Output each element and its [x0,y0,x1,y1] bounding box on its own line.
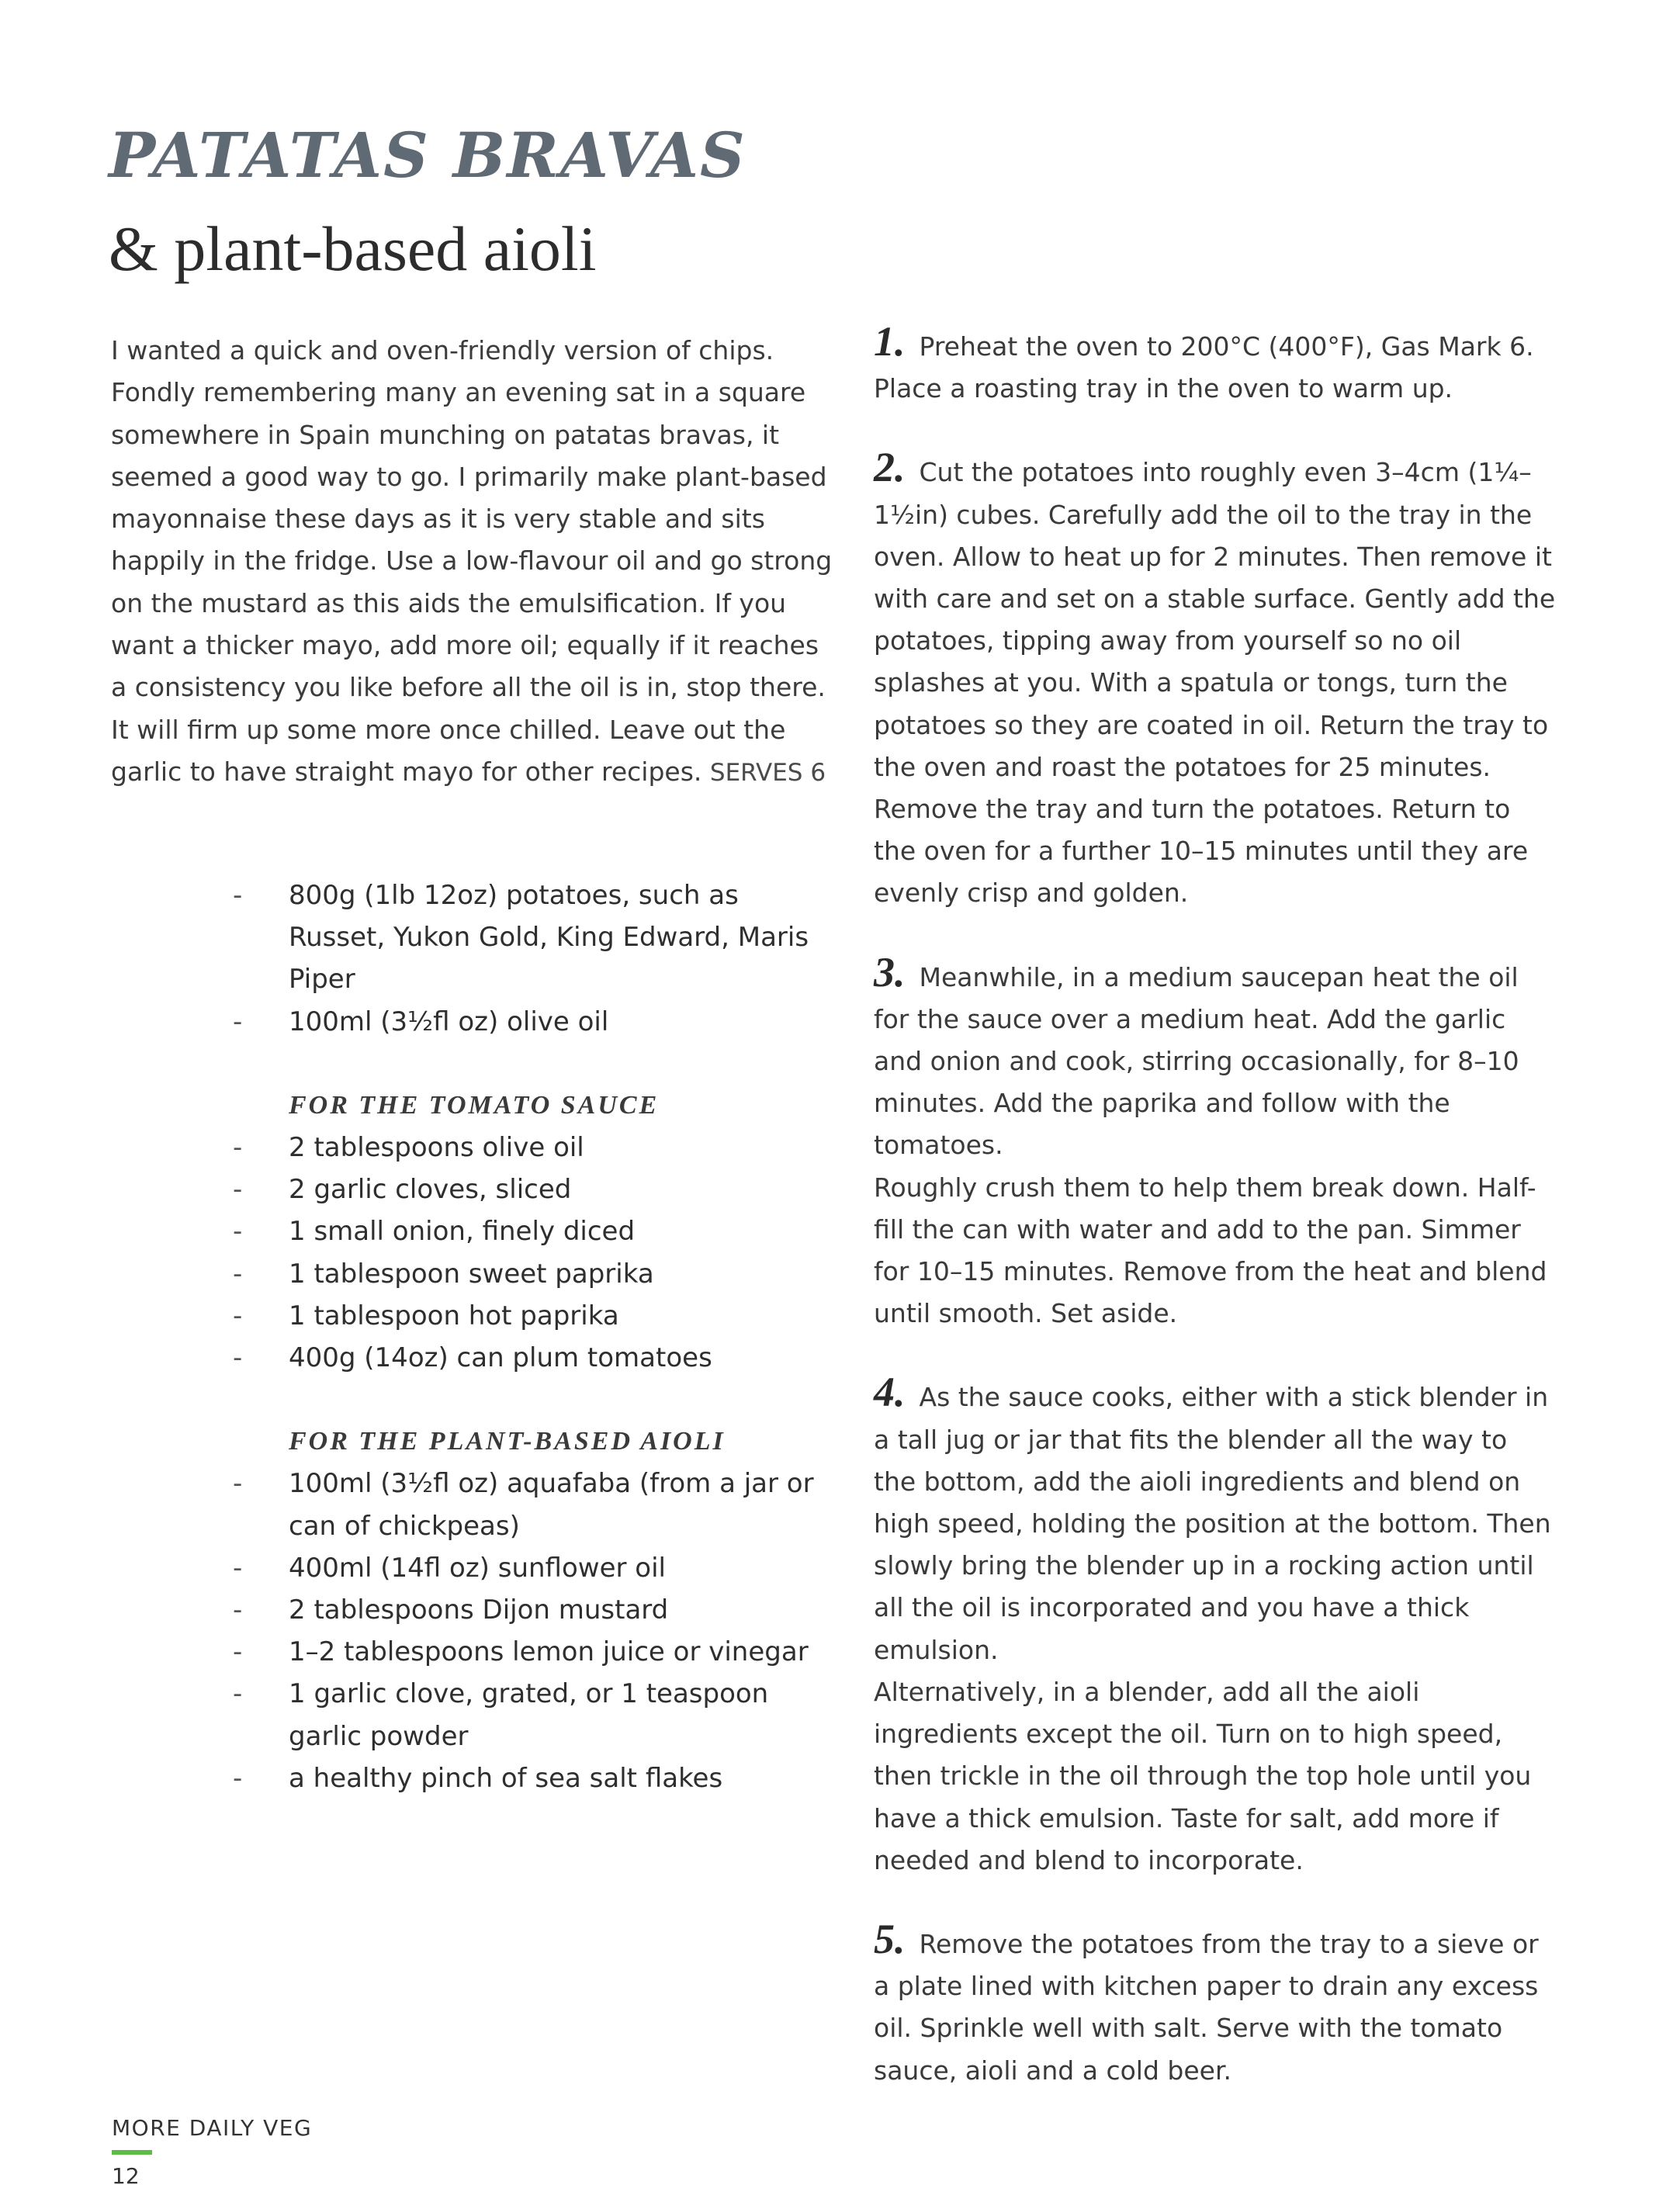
intro-text: I wanted a quick and oven-friendly version of chips. Fondly remembering many an evening sat in a square somewhere in Spain munching on patatas bravas, it seemed a good way to go. I primarily make plant-based mayonnaise these days as it is very stable and sits happily in the fridge. Use a low-flavour oil and go strong on the mustard as this aids the emulsification. If you want a thicker mayo, add more oil; equally if it reaches a consistency you like before all the oil is in, stop there. It will firm up some more once chilled. Leave out the garlic to have straight mayo for other recipes. [111,335,833,787]
serves-label: SERVES 6 [709,758,826,787]
book-title-footer: MORE DAILY VEG [112,2115,313,2141]
method-step [874,1915,1557,2092]
step-text: As the sauce cooks, either with a stick blender in a tall jug or jar that fits the blender all the way to the bottom, add the aioli ingredients and blend on high speed, holding the position at the bottom. Then slowly bring the blender up in a rocking action until all the oil is incorporated and you have a thick emulsion. [874,1382,1551,1665]
step-number: 5. [874,1915,906,1962]
ingredient-item: - 400g (14oz) can plum tomatoes [225,1337,815,1379]
ingredient-item: - 2 tablespoons Dijon mustard [225,1589,815,1631]
step-text: Remove the potatoes from the tray to a sieve or a plate lined with kitchen paper to drain any excess oil. Sprinkle well with salt. Serve with the tomato sauce, aioli and a cold beer. [874,1928,1539,2086]
recipe-title: PATATAS BRAVAS [109,119,746,192]
step-text: Cut the potatoes into roughly even 3–4cm (1¼–1½in) cubes. Carefully add the oil to the tray in the oven. Allow to heat up for 2 minutes. Then remove it with care and set on a stable surface. Gently add the potatoes, tipping away from yourself so no oil splashes at you. With a spatula or tongs, turn the potatoes so they are coated in oil. Return the tray to the oven and roast the potatoes for 25 minutes. Remove the tray and turn the potatoes. Return to the oven for a further 10–15 minutes until they are evenly crisp and golden. [874,457,1556,909]
step-number: 1. [874,318,906,365]
ingredients-tomato-sauce [225,1127,815,1379]
tomato-sauce-heading: FOR THE TOMATO SAUCE [289,1090,660,1120]
method-steps [874,318,1557,2134]
ingredient-item: - 400ml (14fl oz) sunflower oil [225,1547,815,1589]
aioli-heading: FOR THE PLANT-BASED AIOLI [289,1427,726,1456]
page-number: 12 [112,2163,140,2189]
step-number: 4. [874,1369,906,1416]
ingredient-item: - 1 small onion, finely diced [225,1210,815,1252]
ingredients-main [225,874,815,1043]
ingredient-item: - 100ml (3½fl oz) olive oil [225,1001,815,1043]
method-step [874,948,1557,1335]
ingredient-item: - 1 garlic clove, grated, or 1 teaspoon garlic powder [225,1673,815,1757]
ingredient-item: - 2 tablespoons olive oil [225,1127,815,1169]
step-text: Meanwhile, in a medium saucepan heat the oil for the sauce over a medium heat. Add the garlic and onion and cook, stirring occasionally, for 8–10 minutes. Add the paprika and follow with the tomatoes. [874,961,1519,1161]
ingredient-item: - a healthy pinch of sea salt flakes [225,1757,815,1799]
ingredient-item: - 100ml (3½fl oz) aquafaba (from a jar or can of chickpeas) [225,1463,815,1546]
ingredient-item: - 800g (1lb 12oz) potatoes, such as Russet, Yukon Gold, King Edward, Maris Piper [225,874,815,1001]
footer-accent-rule [112,2150,152,2155]
method-step [874,444,1557,914]
method-step [874,318,1557,410]
ingredient-item: - 1 tablespoon sweet paprika [225,1253,815,1295]
step-text-continued: Alternatively, in a blender, add all the aioli ingredients except the oil. Turn on to high speed, then trickle in the oil through the top hole until you have a thick emulsion. Taste for salt, add more if needed and blend to incorporate. [874,1676,1532,1875]
step-number: 2. [874,444,906,491]
step-text-continued: Roughly crush them to help them break down. Half-fill the can with water and add to the pan. Simmer for 10–15 minutes. Remove from the heat and blend until smooth. Set aside. [874,1172,1547,1329]
recipe-intro [111,330,833,794]
step-text: Preheat the oven to 200°C (400°F), Gas Mark 6. Place a roasting tray in the oven to warm up. [874,331,1534,404]
step-number: 3. [874,948,906,995]
ingredient-item: - 2 garlic cloves, sliced [225,1169,815,1210]
ingredient-item: - 1 tablespoon hot paprika [225,1295,815,1337]
method-step [874,1369,1557,1881]
ingredients-aioli [225,1463,815,1799]
ingredient-item: - 1–2 tablespoons lemon juice or vinegar [225,1631,815,1673]
ingredients-list [225,874,815,1799]
recipe-subtitle: & plant-based aioli [109,213,597,284]
